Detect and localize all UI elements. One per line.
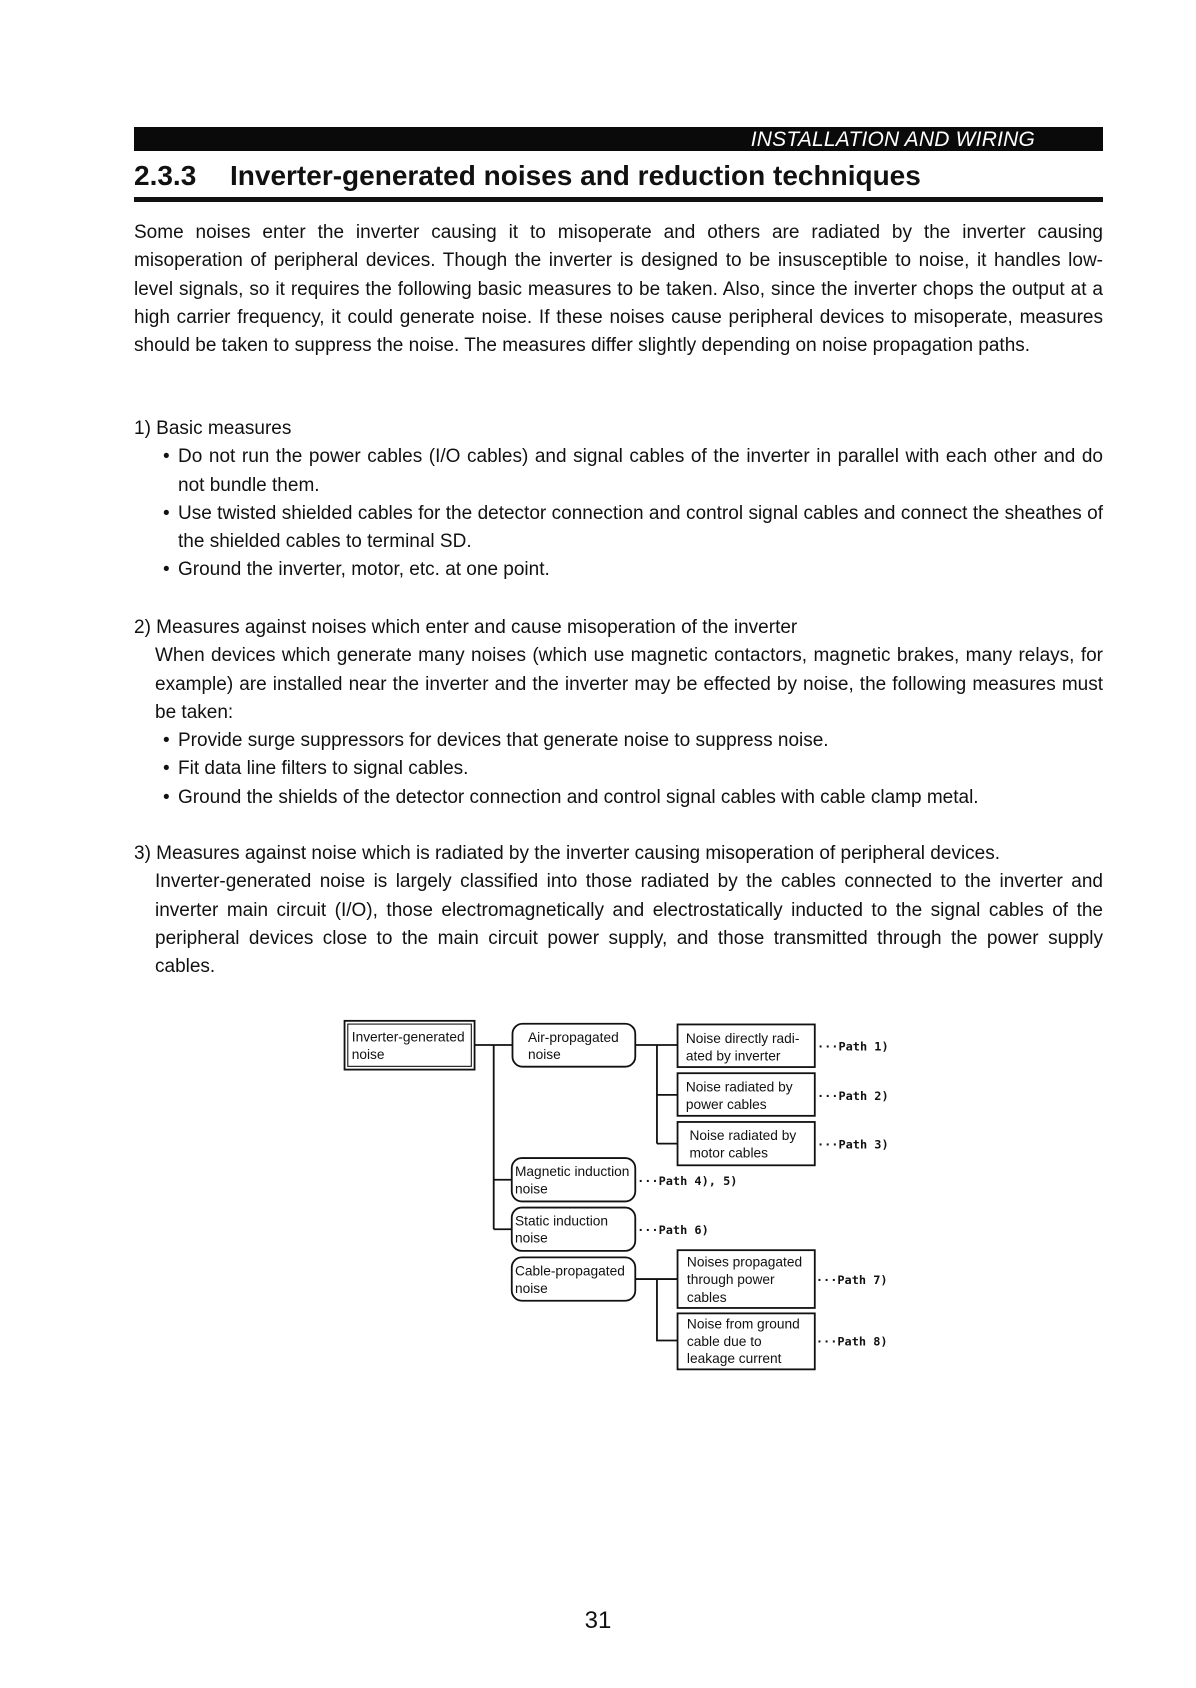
air-label-1: Air-propagated — [528, 1029, 619, 1045]
leaf8-label-3: leakage current — [686, 1351, 782, 1367]
root-connector — [475, 1045, 513, 1229]
page-title — [134, 160, 921, 192]
cable-label-1: Cable-propagated — [515, 1263, 625, 1279]
path-1-label: ···Path 1) — [816, 1039, 889, 1054]
leaf7-label-1: Noises propagated — [686, 1254, 803, 1270]
leaf2-label-1: Noise radiated by — [685, 1079, 793, 1095]
leaf3-label-1: Noise radiated by — [689, 1128, 797, 1144]
air-label-2: noise — [528, 1047, 561, 1063]
leaf3-label-2: motor cables — [689, 1145, 769, 1161]
path-4-5-label: ···Path 4), 5) — [637, 1173, 738, 1188]
leaf1-label-1: Noise directly radi- — [685, 1031, 800, 1047]
bullet-item: • Ground the shields of the detector connection and control signal cables with cable clamp metal. — [163, 784, 1103, 812]
bullet-item: • Fit data line filters to signal cables. — [163, 755, 1103, 783]
section-incoming-noise — [134, 614, 1103, 812]
path-8-label: ···Path 8) — [815, 1334, 888, 1349]
section-number: 2.3.3 — [134, 160, 197, 191]
root-label-1: Inverter-generated — [351, 1029, 465, 1045]
section-radiated-noise — [134, 840, 1103, 981]
bullet-item: • Use twisted shielded cables for the detector connection and control signal cables and connect the sheathes of the shielded cables to terminal SD. — [163, 500, 1103, 557]
section-body: When devices which generate many noises (which use magnetic contactors, magnetic brakes, many relays, for example) are installed near the inverter and the inverter may be effected by noise, the following measures must be taken: — [155, 645, 1103, 723]
cable-label-2: noise — [515, 1280, 548, 1296]
bullet-item: • Ground the inverter, motor, etc. at one point. — [163, 556, 1103, 584]
path-3-label: ···Path 3) — [816, 1137, 889, 1152]
leaf7-label-3: cables — [686, 1289, 727, 1305]
path-6-label: ···Path 6) — [637, 1222, 709, 1237]
section-header-label: INSTALLATION AND WIRING — [750, 128, 1035, 151]
leaf8-label-1: Noise from ground — [686, 1316, 800, 1332]
section-basic-measures — [134, 415, 1103, 585]
noise-path-diagram — [330, 1010, 890, 1382]
section-heading: 2) Measures against noises which enter and cause misoperation of the inverter — [134, 617, 798, 638]
path-7-label: ···Path 7) — [815, 1273, 888, 1288]
root-box-outer — [345, 1021, 475, 1070]
section-header-bar — [134, 127, 1103, 151]
leaf1-label-2: ated by inverter — [685, 1048, 781, 1064]
path-2-label: ···Path 2) — [816, 1088, 889, 1103]
intro-paragraph: Some noises enter the inverter causing it to misoperate and others are radiated by the inverter causing misoperation of peripheral devices. Though the inverter is designed to be insusceptible to noise, it handles low-level signals, so it requires the following basic measures to be taken. Also, since the inverter chops the output at a high carrier frequency, it could generate noise. If these noises cause peripheral devices to misoperate, measures should be taken to suppress the noise. The measures differ slightly depending on noise propagation paths. — [134, 222, 1103, 357]
leaf8-label-2: cable due to — [686, 1333, 762, 1349]
root-label-2: noise — [351, 1046, 385, 1062]
bullet-item: • Do not run the power cables (I/O cables) and signal cables of the inverter in parallel with each other and do not bundle them. — [163, 443, 1103, 500]
static-label-1: Static induction — [515, 1213, 609, 1229]
static-label-2: noise — [515, 1230, 548, 1246]
section-heading: 3) Measures against noise which is radiated by the inverter causing misoperation of peripheral devices. — [134, 843, 1001, 864]
cable-connector — [635, 1279, 677, 1340]
section-body: Inverter-generated noise is largely classified into those radiated by the cables connected to the inverter and inverter main circuit (I/O), those electromagnetically and electrostatically inducted to the signal cables of the peripheral devices close to the main circuit power supply, and those transmitted through the power supply cables. — [155, 871, 1103, 978]
air-connector — [635, 1045, 677, 1144]
leaf2-label-2: power cables — [685, 1096, 767, 1112]
magnetic-label-2: noise — [515, 1181, 548, 1197]
section-title: Inverter-generated noises and reduction techniques — [230, 160, 921, 191]
leaf7-label-2: through power — [686, 1272, 775, 1288]
magnetic-label-1: Magnetic induction — [515, 1164, 630, 1180]
page-number: 31 — [584, 1607, 612, 1634]
bullet-item: • Provide surge suppressors for devices that generate noise to suppress noise. — [163, 727, 1103, 755]
section-heading: 1) Basic measures — [134, 418, 292, 439]
title-rule — [134, 197, 1103, 202]
